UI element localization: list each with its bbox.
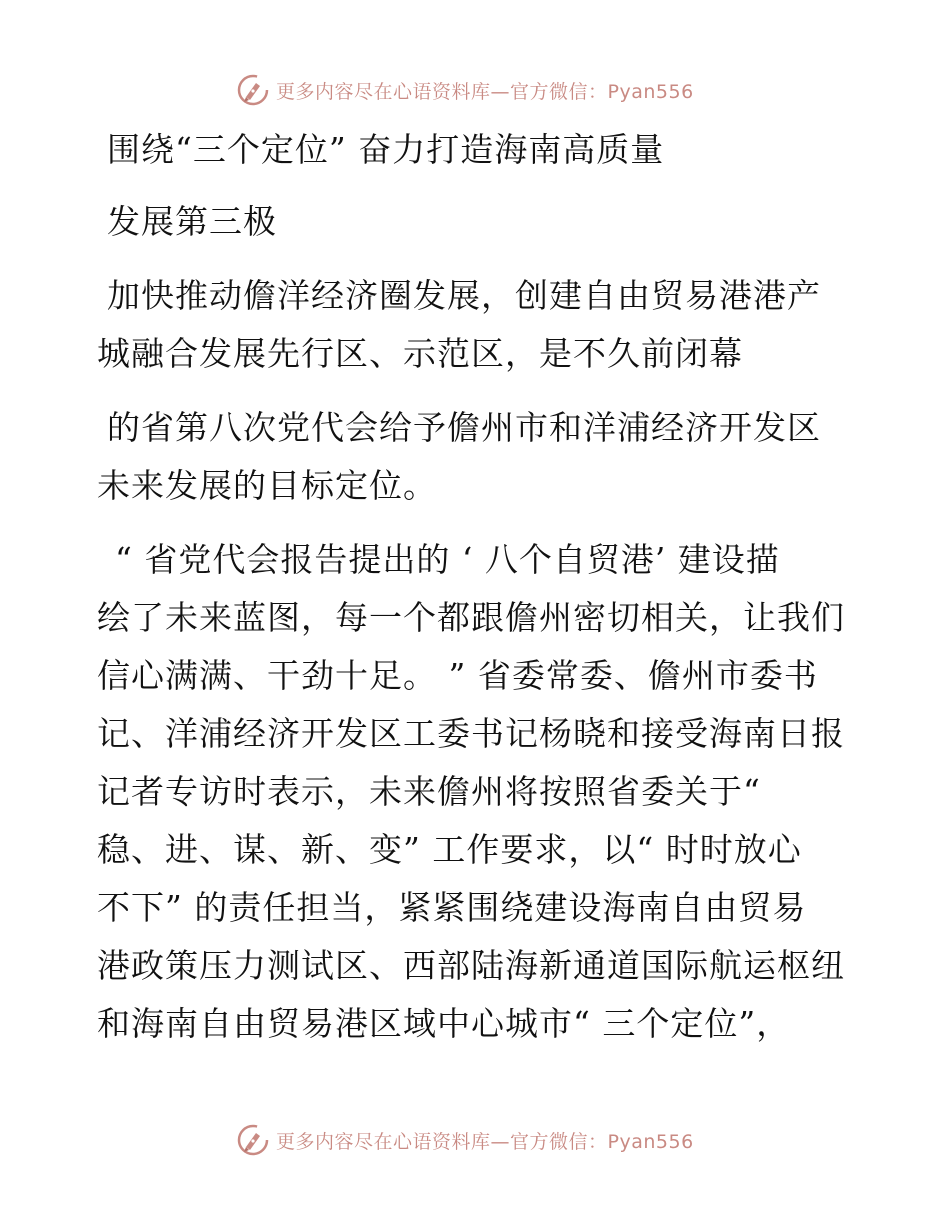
body-line: 稳、进、谋、新、变” 工作要求，以“ 时时放心 xyxy=(97,830,802,869)
body-line: 信心满满、干劲十足。 ” 省委常委、儋州市委书 xyxy=(97,656,818,695)
body-line: 未来发展的目标定位。 xyxy=(97,466,437,505)
footer-watermark xyxy=(236,1122,694,1158)
body-line: 绘了未来蓝图，每一个都跟儋州密切相关，让我们 xyxy=(97,598,845,637)
body-line: “ 省党代会报告提出的 ‘ 八个自贸港’ 建设描 xyxy=(115,540,780,579)
watermark-text: 更多内容尽在心语资料库—官方微信：Pyan556 xyxy=(276,1130,694,1153)
body-line: 不下” 的责任担当，紧紧围绕建设海南自由贸易 xyxy=(97,888,807,927)
body-line: 的省第八次党代会给予儋州市和洋浦经济开发区 xyxy=(107,408,821,447)
body-line: 记者专访时表示，未来儋州将按照省委关于“ xyxy=(97,772,761,811)
body-line: 港政策压力测试区、西部陆海新通道国际航运枢纽 xyxy=(97,946,845,985)
body-line: 加快推动儋洋经济圈发展，创建自由贸易港港产 xyxy=(107,276,821,315)
header-watermark xyxy=(236,72,694,108)
body-line: 和海南自由贸易港区域中心城市“ 三个定位”， xyxy=(97,1004,791,1043)
body-line: 记、洋浦经济开发区工委书记杨晓和接受海南日报 xyxy=(97,714,845,753)
body-line: 城融合发展先行区、示范区，是不久前闭幕 xyxy=(97,334,743,373)
document-title-line-2: 发展第三极 xyxy=(107,202,277,241)
watermark-text: 更多内容尽在心语资料库—官方微信：Pyan556 xyxy=(276,80,694,103)
pen-nib-logo-icon xyxy=(236,1123,270,1157)
pen-nib-logo-icon xyxy=(236,73,270,107)
document-title-line-1: 围绕“三个定位” 奋力打造海南高质量 xyxy=(107,130,665,169)
